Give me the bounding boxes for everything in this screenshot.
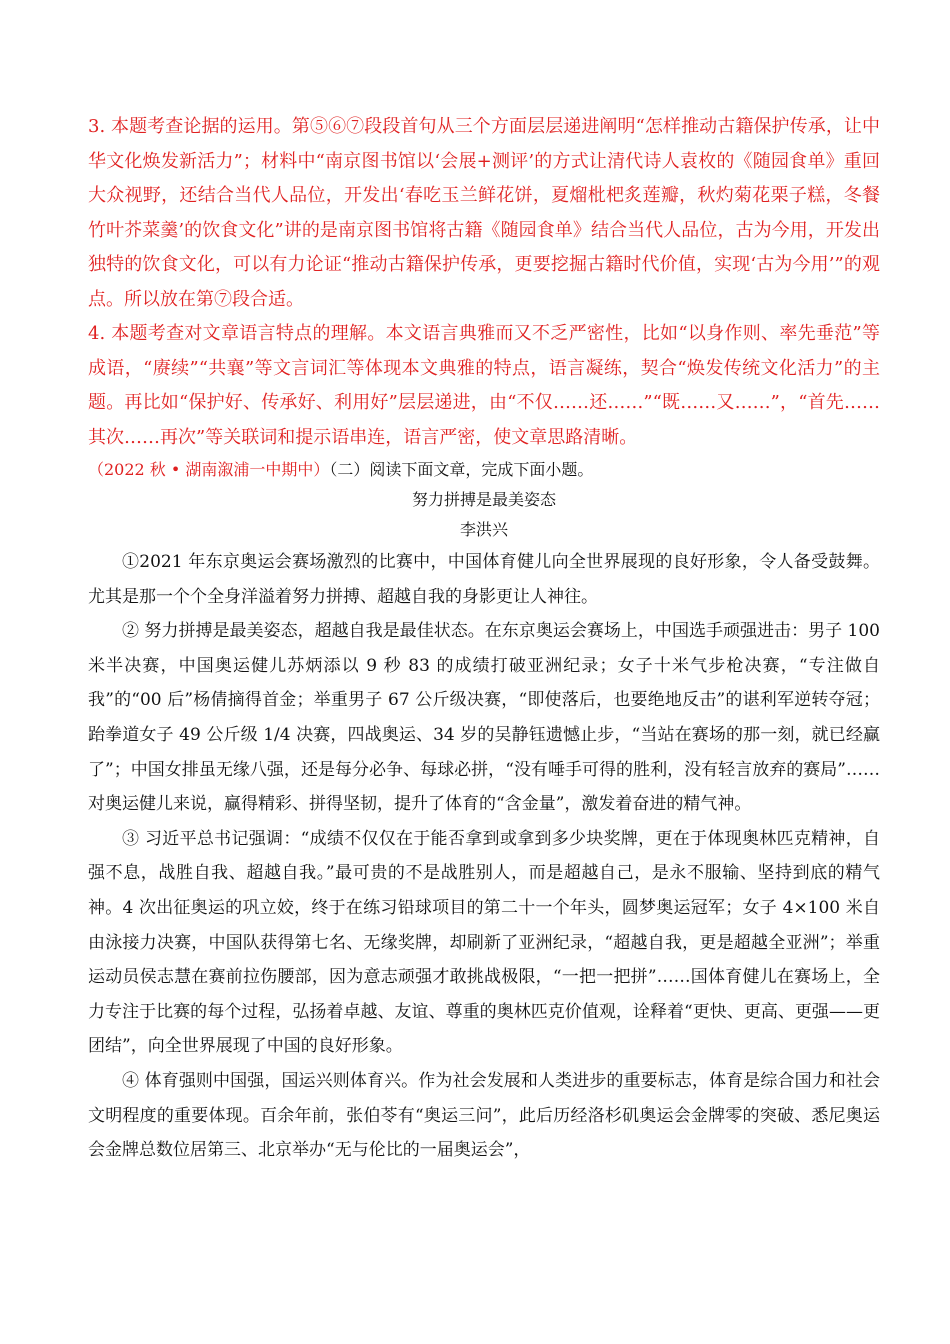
article-paragraph-3: ③ 习近平总书记强调：“成绩不仅仅在于能否拿到或拿到多少块奖牌，更在于体现奥林匹克精神，自强不息，战胜自我、超越自我。”最可贵的不是战胜别人，而是超越自己，是永不服输、坚持到底的精气神。4 次出征奥运的巩立姣，终于在练习铅球项目的第二十一个年头，圆梦奥运冠军；女子 4×100 米自由泳接力决赛，中国队获得第七名、无缘奖牌，却刷新了亚洲纪录，“超越自我，更是超越全亚洲”；举重运动员侯志慧在赛前拉伤腰部，因为意志顽强才敢挑战极限，“一把一把拼”……国体育健儿在赛场上，全力专注于比赛的每个过程，弘扬着卓越、友谊、尊重的奥林匹克价值观，诠释着“更快、更高、更强——更团结”，向全世界展现了中国的良好形象。 xyxy=(88,828,880,1057)
article-title: 努力拼搏是最美姿态 xyxy=(411,490,556,509)
reading-instruction: （二）阅读下面文章，完成下面小题。 xyxy=(329,460,594,479)
article-paragraph-1: ①2021 年东京奥运会赛场激烈的比赛中，中国体育健儿向全世界展现的良好形象，令人备受鼓舞。尤其是那一个个全身洋溢着努力拼搏、超越自我的身影更让人神往。 xyxy=(88,552,880,607)
answer-3: 3. 本题考查论据的运用。第⑤⑥⑦段段首句从三个方面层层递进阐明“怎样推动古籍保护传承，让中华文化焕发新活力”；材料中“南京图书馆以‘会展+测评’的方式让清代诗人袁枚的《随园食单》重回大众视野，还结合当代人品位，开发出‘春吃玉兰鲜花饼，夏熘枇杷炙莲瓣，秋灼菊花栗子糕，冬餐竹叶芥菜羹’的饮食文化”讲的是南京图书馆将古籍《随园食单》结合当代人品位，古为今用，开发出独特的饮食文化，可以有力论证“推动古籍保护传承，更要挖掘古籍时代价值，实现‘古为今用’”的观点。所以放在第⑦段合适。 xyxy=(88,116,880,310)
article-author: 李洪兴 xyxy=(459,520,508,539)
document-page xyxy=(88,110,880,1168)
exam-source: （2022 秋 • 湖南溆浦一中期中） xyxy=(88,460,330,479)
article-paragraph-2: ② 努力拼搏是最美姿态，超越自我是最佳状态。在东京奥运会赛场上，中国选手顽强进击：男子 100 米半决赛，中国奥运健儿苏炳添以 9 秒 83 的成绩打破亚洲纪录；女子十米气步枪决赛，“专注做自我”的“00 后”杨倩摘得首金；举重男子 67 公斤级决赛，“即使落后，也要绝地反击”的谌利军逆转夺冠；跆拳道女子 49 公斤级 1/4 决赛，四战奥运、34 岁的吴静钰遗憾止步，“当站在赛场的那一刻，就已经赢了”；中国女排虽无缘八强，还是每分必争、每球必拼，“没有唾手可得的胜利，没有轻言放弃的赛局”……对奥运健儿来说，赢得精彩、拼得坚韧，提升了体育的“含金量”，激发着奋进的精气神。 xyxy=(88,621,880,815)
section-header xyxy=(88,455,880,485)
answer-4: 4. 本题考查对文章语言特点的理解。本文语言典雅而又不乏严密性，比如“以身作则、率先垂范”等成语，“赓续”“共襄”等文言词汇等体现本文典雅的特点，语言凝练，契合“焕发传统文化活力”的主题。再比如“保护好、传承好、利用好”层层递进，由“不仅……还……”“既……又……”，“首先……其次……再次”等关联词和提示语串连，语言严密，使文章思路清晰。 xyxy=(88,323,880,448)
article-paragraph-4: ④ 体育强则中国强，国运兴则体育兴。作为社会发展和人类进步的重要标志，体育是综合国力和社会文明程度的重要体现。百余年前，张伯苓有“奥运三问”，此后历经洛杉矶奥运会金牌零的突破、悉尼奥运会金牌总数位居第三、北京举办“无与伦比的一届奥运会”， xyxy=(88,1070,880,1161)
